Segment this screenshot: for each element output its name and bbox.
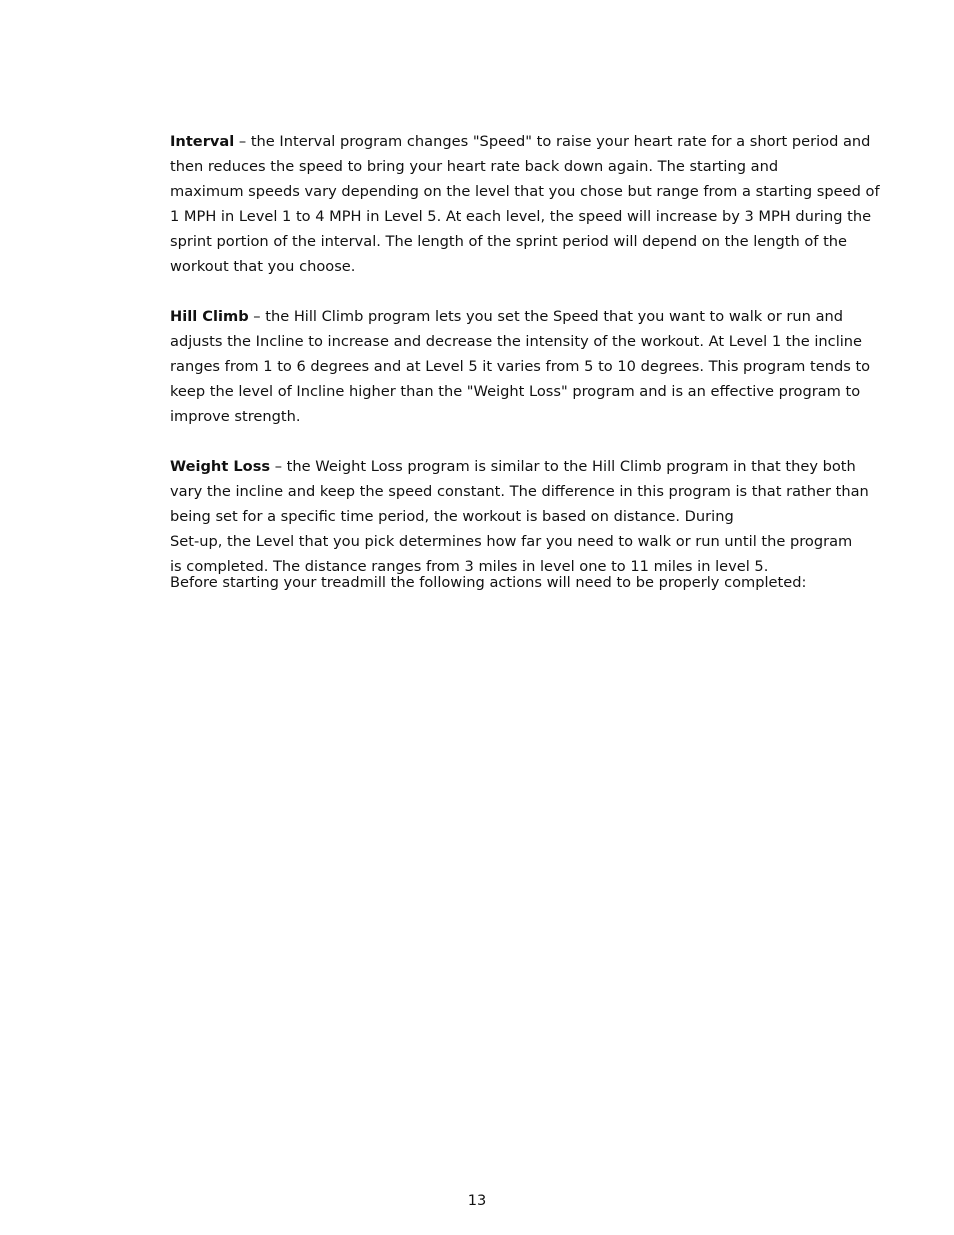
- page-number: 13: [467, 1192, 487, 1209]
- closing-sentence: Before starting your treadmill the following actions will need to be properly completed:: [170, 574, 807, 591]
- interval-paragraph: [170, 129, 892, 279]
- interval-term: Interval: [170, 133, 235, 150]
- weight-loss-term: Weight Loss: [170, 458, 271, 475]
- weight-loss-description: – the Weight Loss program is similar to the Hill Climb program in that they both vary the incline and keep the speed constant. The difference in this program is that rather than being set for a specific time period, the workout is based on distance. During Set-up, the Level that you pick determines how far you need to walk or run until the program is completed. The distance ranges from 3 miles in level one to 11 miles in level 5.: [170, 458, 869, 575]
- hill-climb-paragraph: [170, 304, 892, 429]
- weight-loss-paragraph: [170, 454, 892, 579]
- page-content: [170, 129, 892, 593]
- hill-climb-description: – the Hill Climb program lets you set the Speed that you want to walk or run and adjusts the Incline to increase and decrease the intensity of the workout. At Level 1 the incline ranges from 1 to 6 degrees and at Level 5 it varies from 5 to 10 degrees. This program tends to keep the level of Incline higher than the "Weight Loss" program and is an effective program to improve strength.: [170, 308, 871, 425]
- interval-description: – the Interval program changes "Speed" to raise your heart rate for a short period and then reduces the speed to bring your heart rate back down again. The starting and maximum speeds vary depending on the level that you chose but range from a starting speed of 1 MPH in Level 1 to 4 MPH in Level 5. At each level, the speed will increase by 3 MPH during the sprint portion of the interval. The length of the sprint period will depend on the length of the workout that you choose.: [170, 133, 880, 275]
- hill-climb-term: Hill Climb: [170, 308, 249, 325]
